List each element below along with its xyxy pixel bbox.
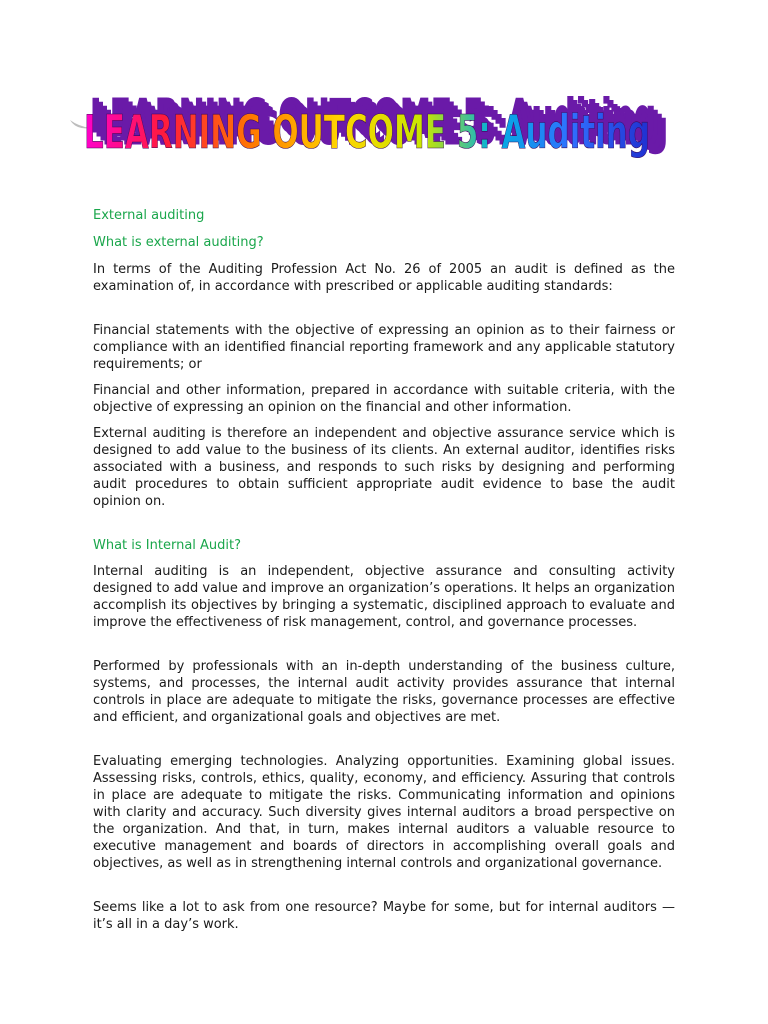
wordart-title: [68, 84, 688, 174]
paragraph-performed-by: Performed by professionals with an in-depth understanding of the business culture, systems, and processes, the internal audit activity provides assurance that internal controls in place are adequate to mitigate the risks, governance processes are effective and efficient, and organizational goals and objectives are met.: [93, 659, 675, 725]
paragraph-financial-statements: Financial statements with the objective of expressing an opinion as to their fairness or compliance with an identified financial reporting framework and any applicable statutory requirements; or: [93, 323, 675, 372]
document-body: [93, 207, 675, 933]
paragraph-financial-other: Financial and other information, prepared in accordance with suitable criteria, with the objective of expressing an opinion on the financial and other information.: [93, 383, 675, 415]
wordart-title-graphic: [68, 84, 688, 174]
paragraph-external-definition: External auditing is therefore an independent and objective assurance service which is designed to add value to the business of its clients. An external auditor, identifies risks associated with a business, and responds to such risks by designing and performing audit procedures to obtain sufficient appropriate audit evidence to base the audit opinion on.: [93, 426, 675, 509]
question-internal-audit: What is Internal Audit?: [93, 538, 242, 553]
wordart-face: LEARNING OUTCOME 5: Auditing: [84, 105, 650, 159]
paragraph-closing: Seems like a lot to ask from one resource? Maybe for some, but for internal auditors — it’s all in a day’s work.: [93, 900, 675, 932]
question-external-auditing: What is external auditing?: [93, 235, 264, 250]
paragraph-act-definition: In terms of the Auditing Profession Act No. 26 of 2005 an audit is defined as the examination of, in accordance with prescribed or applicable auditing standards:: [93, 262, 675, 294]
wordart-shadow-layer-1: LEARNING OUTCOME 5: Auditing: [94, 93, 660, 147]
wordart-shadow-layer-2: LEARNING OUTCOME 5: Auditing: [98, 97, 664, 151]
paragraph-evaluating: Evaluating emerging technologies. Analyzing opportunities. Examining global issues. Assessing risks, controls, ethics, quality, economy, and efficiency. Assuring that controls in place are adequate to mitigate the risks. Communicating information and opinions with clarity and accuracy. Such diversity gives internal auditors a broad perspective on the organization. And that, in turn, makes internal auditors a valuable resource to executive management and boards of directors in accomplishing overall goals and objectives, as well as in strengthening internal controls and organizational governance.: [93, 754, 675, 871]
wordart-shadow-layer-0: LEARNING OUTCOME 5: Auditing: [90, 89, 656, 143]
section-heading-external: External auditing: [93, 208, 205, 223]
wordart-shadow-layer-3: LEARNING OUTCOME 5: Auditing: [102, 101, 668, 155]
paragraph-internal-definition: Internal auditing is an independent, objective assurance and consulting activity designed to add value and improve an organization’s operations. It helps an organization accomplish its objectives by bringing a systematic, disciplined approach to evaluate and improve the effectiveness of risk management, control, and governance processes.: [93, 564, 675, 630]
